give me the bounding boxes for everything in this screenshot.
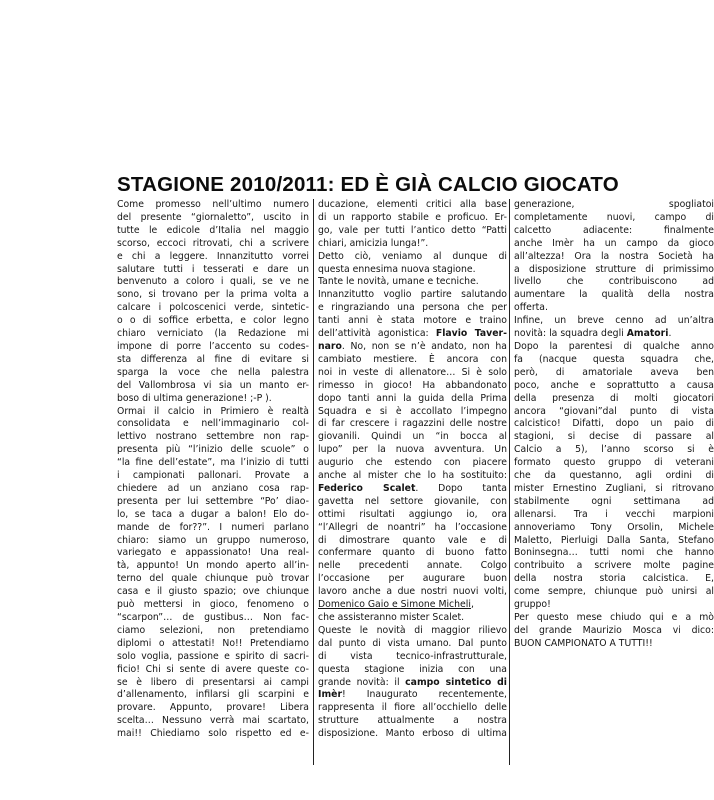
text-line: Dopo la parentesi di qualche anno bbox=[514, 340, 714, 352]
text-line: generazione, spogliatoi bbox=[514, 199, 714, 210]
text-line: Innanzitutto voglio partire salutando bbox=[318, 289, 507, 301]
article-column-3 bbox=[514, 199, 714, 651]
text-line: che assisteranno mister Scalet. bbox=[318, 612, 465, 623]
text-line: può mettersi in gioco, fenomeno o bbox=[117, 599, 309, 611]
text-line: presenta più “l’inizio delle scuole” o bbox=[117, 444, 309, 456]
text-line: gruppo! bbox=[514, 599, 551, 611]
article-column-1 bbox=[117, 199, 309, 741]
text-line: Imèr! Inaugurato recentemente, bbox=[318, 689, 507, 701]
text-line: rimesso in gioco! Ha abbandonato bbox=[318, 379, 507, 391]
text-line: giovanili. Quindi un “in bocca al bbox=[318, 431, 507, 443]
text-line: dell’attività agonistica: Flavio Taver- bbox=[318, 328, 507, 340]
text-line: calcare i polcoscenici verde, sintetic- bbox=[117, 302, 309, 314]
text-line: questa stagione inizia con una bbox=[318, 663, 507, 675]
text-line: augurio che estendo con piacere bbox=[318, 457, 507, 469]
text-line: tutte le edicole d’Italia nel maggio bbox=[117, 224, 309, 236]
text-line: Per questo mese chiudo qui e a mò bbox=[514, 612, 714, 623]
text-line: rappresenta il fiore all’occhiello delle bbox=[318, 702, 507, 714]
text-line: dopo tanti anni la guida della Prima bbox=[318, 392, 507, 404]
text-line: noi in veste di allenatore… Si è solo bbox=[318, 366, 507, 378]
text-line: solo voglia, passione e spirito di sacri- bbox=[117, 650, 309, 662]
text-line: Ormai il calcio in Primiero è realtà bbox=[117, 405, 309, 417]
article-column-2 bbox=[318, 199, 507, 741]
text-line: variegato e appassionato! Una real- bbox=[117, 547, 309, 559]
text-line: poco, anche e soprattutto a causa bbox=[514, 379, 714, 391]
text-line: chiari, amicizia lunga!”. bbox=[318, 237, 429, 249]
text-line: terno del quale chiunque può trovar bbox=[117, 573, 309, 585]
text-line: anche al mister che lo ha sostituito: bbox=[318, 470, 507, 482]
text-line: però, di amatoriale aveva ben bbox=[514, 366, 714, 378]
text-line: all’altezza! Ora la nostra Società ha bbox=[514, 250, 714, 262]
text-line: formato questo gruppo di veterani bbox=[514, 457, 714, 469]
column-divider-1 bbox=[313, 199, 314, 765]
text-line: dal punto di vista umano. Dal punto bbox=[318, 637, 507, 649]
text-line: fa (nacque questa squadra che, bbox=[514, 353, 714, 365]
text-line: tà, appunto! Un mondo aperto all’in- bbox=[117, 560, 309, 572]
text-line: a disposizione strutture di primissimo bbox=[514, 263, 714, 275]
text-line: Detto ciò, veniamo al dunque di bbox=[318, 250, 507, 262]
text-line: mande de for??”. I numeri parlano bbox=[117, 521, 309, 533]
text-line: tanti anni è stata motore e traino bbox=[318, 315, 507, 327]
text-line: presenta per lui settembre “Po’ diao- bbox=[117, 495, 309, 507]
text-line: calcetto adiacente: finalmente bbox=[514, 224, 714, 236]
text-line: grande novità: il campo sintetico di bbox=[318, 676, 507, 688]
text-line: di un rapporto stabile e proficuo. Er- bbox=[318, 211, 507, 223]
text-line: calcistico! Difatti, dopo un paio di bbox=[514, 418, 714, 430]
text-line: del presente “giornaletto”, uscito in bbox=[117, 211, 309, 223]
text-line: della nostra storia calcistica. E, bbox=[514, 573, 714, 585]
text-line: e ringraziando una persona che per bbox=[318, 302, 507, 314]
text-line: annoveriamo Tony Orsolin, Michele bbox=[514, 521, 714, 533]
text-line: mister Ernestino Zugliani, si ritrovano bbox=[514, 482, 714, 494]
text-line: lupo” per la nuova avventura. Un bbox=[318, 444, 507, 456]
text-line: lo, se taca a dugar a balon! Elo do- bbox=[117, 508, 309, 520]
text-line: cambiato mestiere. È ancora con bbox=[318, 353, 507, 365]
text-line: ficio! Chi si sente di avere queste co- bbox=[117, 663, 309, 675]
text-line: strutture attualmente a nostra bbox=[318, 715, 507, 727]
text-line: boso di ultima generazione! ;-P ). bbox=[117, 392, 272, 404]
text-line: Come promesso nell’ultimo numero bbox=[117, 199, 309, 210]
text-line: ducazione, elementi critici alla base bbox=[318, 199, 507, 210]
text-line: se è libero di presentarsi ai campi bbox=[117, 676, 309, 688]
article-title: STAGIONE 2010/2011: ED È GIÀ CALCIO GIOCATO bbox=[117, 173, 619, 196]
text-line: chiedere ad un anziano cosa rap- bbox=[117, 482, 309, 494]
text-line: ottimi risultati aggiungo io, ora bbox=[318, 508, 507, 520]
text-line: i campionati pallonari. Provate a bbox=[117, 470, 309, 482]
text-line: o o di soffice erbetta, e color legno bbox=[117, 315, 309, 327]
text-line: lavoro anche a due nostri nuovi volti, bbox=[318, 586, 507, 598]
text-line: che da questanno, agli ordini di bbox=[514, 470, 714, 482]
text-line: del Vallombrosa vi sia un manto er- bbox=[117, 379, 309, 391]
text-line: chiaro verniciato (la Redazione mi bbox=[117, 328, 309, 340]
text-line: stagioni, si decise di passare al bbox=[514, 431, 714, 443]
text-line: questa ennesima nuova stagione. bbox=[318, 263, 476, 275]
text-line: Domenico Gaio e Simone Micheli, bbox=[318, 599, 474, 611]
text-line: di dimostrare quanto vale e di bbox=[318, 534, 507, 546]
text-line: diplomi o attestati! No!! Pretendiamo bbox=[117, 637, 309, 649]
text-line: Queste le novità di maggior rilievo bbox=[318, 624, 507, 636]
text-line: Boninsegna… tutti nomi che hanno bbox=[514, 547, 714, 559]
text-line: salutare tutti i tesserati e dare un bbox=[117, 263, 309, 275]
text-line: sparga la voce che nella palestra bbox=[117, 366, 309, 378]
text-line: confermare quanto di buono fatto bbox=[318, 547, 507, 559]
text-line: completamente nuovi, campo di bbox=[514, 211, 714, 223]
text-line: “la fine dell’estate”, ma l’inizio di tutti bbox=[117, 457, 309, 469]
text-line: di vista tecnico-infrastrutturale, bbox=[318, 650, 507, 662]
text-line: provare. Appunto, provare! Libera bbox=[117, 702, 309, 714]
text-line: e chi a leggere. Innanzitutto vorrei bbox=[117, 250, 309, 262]
text-line: scorso, eccoci ritrovati, chi a scrivere bbox=[117, 237, 309, 249]
text-line: d’allenamento, infilarsi gli scarpini e bbox=[117, 689, 309, 701]
text-line: Federico Scalet. Dopo tanta bbox=[318, 482, 507, 494]
text-line: go, vale per tutti l’antico detto “Patti bbox=[318, 224, 507, 236]
text-line: sono, si trovano per la prima volta a bbox=[117, 289, 309, 301]
text-line: Calcio a 5), l’anno scorso si è bbox=[514, 444, 714, 456]
column-divider-2 bbox=[509, 199, 510, 765]
text-line: livello che contribuiscono ad bbox=[514, 276, 714, 288]
text-line: ciamo selezioni, non pretendiamo bbox=[117, 624, 309, 636]
text-line: Maletto, Pierluigi Dalla Santa, Stefano bbox=[514, 534, 714, 546]
text-line: Squadra e si è accollato l’impegno bbox=[318, 405, 507, 417]
text-line: l’occasione per augurare buon bbox=[318, 573, 507, 585]
text-line: nelle precedenti annate. Colgo bbox=[318, 560, 507, 572]
text-line: “scarpon”… de gustibus… Non fac- bbox=[117, 612, 309, 623]
text-line: lettivo nostrano settembre non rap- bbox=[117, 431, 309, 443]
text-line: chiaro: siamo un gruppo numeroso, bbox=[117, 534, 309, 546]
text-line: BUON CAMPIONATO A TUTTI!! bbox=[514, 637, 653, 649]
text-line: stabilmente ogni settimana ad bbox=[514, 495, 714, 507]
text-line: scelta… Nessuno verrà mai scartato, bbox=[117, 715, 309, 727]
text-line: allenarsi. Tra i vecchi marpioni bbox=[514, 508, 714, 520]
text-line: sta differenza al fine di evitare si bbox=[117, 353, 309, 365]
text-line: Infine, un breve cenno ad un’altra bbox=[514, 315, 714, 327]
text-line: del grande Maurizio Mosca vi dico: bbox=[514, 624, 714, 636]
text-line: aumentare la qualità della nostra bbox=[514, 289, 714, 301]
text-line: di far crescere i ragazzini delle nostre bbox=[318, 418, 507, 430]
text-line: offerta. bbox=[514, 302, 548, 314]
text-line: della presenza di molti giocatori bbox=[514, 392, 714, 404]
text-line: come sempre, chiunque può unirsi al bbox=[514, 586, 714, 598]
text-line: casa e il giusto spazio; ove chiunque bbox=[117, 586, 309, 598]
text-line: disposizione. Manto erboso di ultima bbox=[318, 728, 507, 740]
text-line: ancora “giovani”dal punto di vista bbox=[514, 405, 714, 417]
text-line: naro. No, non se n’è andato, non ha bbox=[318, 340, 507, 352]
text-line: benvenuto a coloro i quali, se ve ne bbox=[117, 276, 309, 288]
text-line: mai!! Chiediamo solo rispetto ed e- bbox=[117, 728, 309, 740]
text-line: anche Imèr ha un campo da gioco bbox=[514, 237, 714, 249]
text-line: Tante le novità, umane e tecniche. bbox=[318, 276, 479, 288]
text-line: “l’Allegri de noantri” ha l’occasione bbox=[318, 521, 507, 533]
text-line: gavetta nel settore giovanile, con bbox=[318, 495, 507, 507]
text-line: contribuito a scrivere molte pagine bbox=[514, 560, 714, 572]
text-line: novità: la squadra degli Amatori. bbox=[514, 328, 672, 340]
text-line: impone di porre l’accento su codes- bbox=[117, 340, 309, 352]
text-line: consolidata e nell’immaginario col- bbox=[117, 418, 309, 430]
